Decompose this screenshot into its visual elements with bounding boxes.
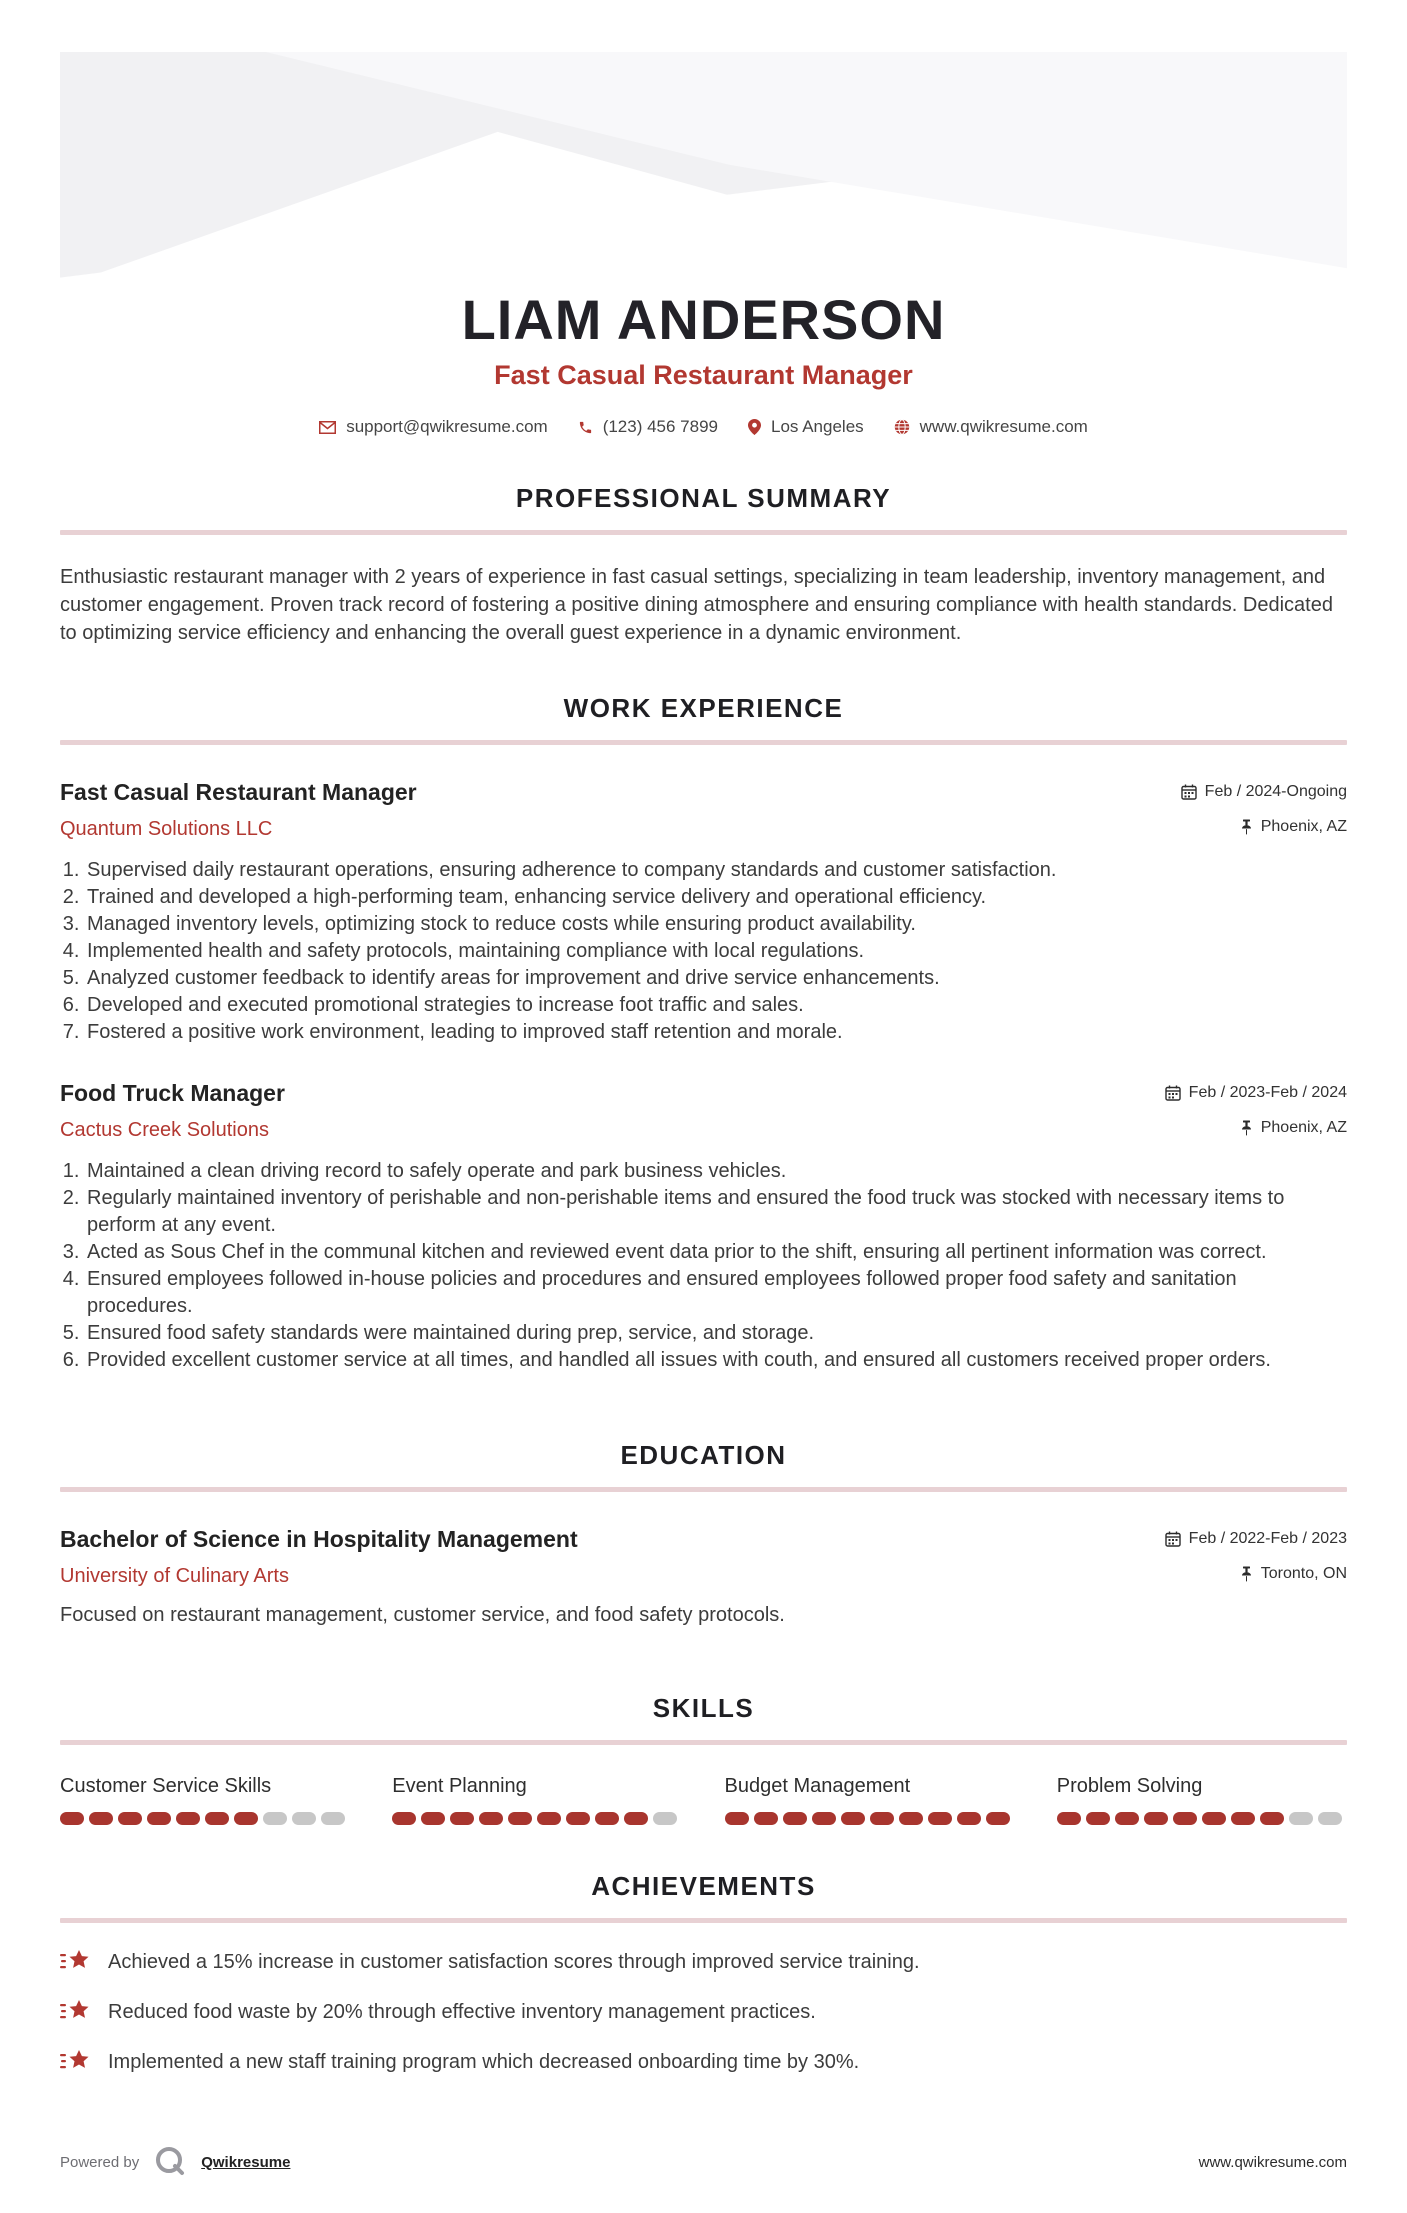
contact-email-text: support@qwikresume.com [346,417,548,436]
skill-bar-segment [479,1812,503,1825]
skills-grid [60,1775,1347,1825]
skill-item [60,1775,350,1825]
education-dates-text: Feb / 2022-Feb / 2023 [1188,1530,1347,1547]
job-bullet: 6. Developed and executed promotional strategies to increase foot traffic and sales. [85,992,1347,1019]
education-dates [1165,1530,1347,1548]
job-bullet: 2. Trained and developed a high-performing team, enhancing service delivery and operational efficiency. [85,884,1347,911]
education-location [1240,1565,1347,1583]
skill-bar-segment [1144,1812,1168,1825]
job-bullet: 6. Provided excellent customer service at all times, and handled all issues with couth, and ensured all customers received proper orders. [85,1347,1347,1374]
resume-body [0,473,1407,2075]
achievement-text: Reduced food waste by 20% through effective inventory management practices. [108,2000,816,2023]
education-description: Focused on restaurant management, customer service, and food safety protocols. [60,1604,785,1626]
star-icon [60,1949,90,1975]
skill-bar-segment [812,1812,836,1825]
skill-label: Problem Solving [1056,1775,1203,1797]
section-divider [60,1740,1347,1745]
job-dates [1181,783,1347,801]
job-title: Food Truck Manager [60,1080,285,1106]
experience-section-title: WORK EXPERIENCE [563,693,844,723]
candidate-name: LIAM ANDERSON [461,288,946,351]
skill-bar-segment [321,1812,345,1825]
job-bullet: 4. Implemented health and safety protocols, maintaining compliance with local regulations. [85,938,1347,965]
contact-phone-text: (123) 456 7899 [602,417,719,436]
skill-label: Customer Service Skills [60,1775,272,1797]
summary-text: Enthusiastic restaurant manager with 2 years of experience in fast casual settings, specializing in team leadership, inventory management, and customer engagement. Proven track record of fostering a positive dining atmosphere and ensuring compliance with health standards. Dedicated to optimizing service efficiency and enhancing the overall guest experience in a dynamic environment. [60,566,1333,644]
skill-bar-segment [1115,1812,1139,1825]
skill-bar-segment [292,1812,316,1825]
contact-website-text: www.qwikresume.com [919,417,1088,436]
contact-location-text: Los Angeles [771,417,864,436]
school-name: University of Culinary Arts [60,1565,289,1587]
contact-phone [578,417,718,437]
job-location-text: Phoenix, AZ [1260,818,1347,835]
skill-bar-segment [89,1812,113,1825]
skill-bar-segment [176,1812,200,1825]
section-divider [60,1487,1347,1492]
skill-bar-segment [899,1812,923,1825]
pushpin-icon [1240,819,1253,835]
section-experience [60,693,1347,1374]
skill-bar-segment [263,1812,287,1825]
skill-label: Budget Management [724,1775,911,1797]
qwikresume-q-logo [153,2145,187,2179]
powered-by-label: Powered by [60,2153,140,2171]
job-bullet-list [60,1158,1347,1374]
star-icon [60,1999,90,2025]
skills-section-title: SKILLS [652,1693,755,1723]
star-icon [60,2049,90,2075]
pushpin-icon [1240,1120,1253,1136]
skill-bar-segment [1202,1812,1226,1825]
job-bullet: 1. Maintained a clean driving record to safely operate and park business vehicles. [85,1158,1347,1185]
achievement-text: Implemented a new staff training program which decreased onboarding time by 30%. [108,2050,860,2073]
resume-header [0,0,1407,473]
contact-row [60,417,1347,473]
skill-bar-segment [566,1812,590,1825]
education-entry [60,1526,1347,1627]
skill-bar [392,1812,682,1825]
contact-website[interactable] [894,417,1088,437]
skill-bar-segment [1231,1812,1255,1825]
job-bullet: 4. Ensured employees followed in-house policies and procedures and ensured employees followed proper food safety and sanitation procedures. [85,1266,1347,1320]
skill-bar-segment [624,1812,648,1825]
skill-bar-segment [205,1812,229,1825]
job-bullet: 5. Analyzed customer feedback to identify areas for improvement and drive service enhancements. [85,965,1347,992]
section-divider [60,530,1347,535]
job-bullet: 7. Fostered a positive work environment, leading to improved staff retention and morale. [85,1019,1347,1046]
achievement-item [60,2049,1347,2075]
section-education [60,1440,1347,1627]
skill-bar-segment [1289,1812,1313,1825]
contact-location [748,417,864,437]
skill-bar-segment [392,1812,416,1825]
job-entry [60,779,1347,1046]
skill-bar-segment [1086,1812,1110,1825]
skill-bar [725,1812,1015,1825]
summary-section-title: PROFESSIONAL SUMMARY [515,483,892,513]
section-summary [60,483,1347,647]
skill-bar-segment [595,1812,619,1825]
skill-bar-segment [957,1812,981,1825]
page-footer [0,2115,1407,2213]
job-bullet: 3. Managed inventory levels, optimizing stock to reduce costs while ensuring product availability. [85,911,1347,938]
job-bullet: 2. Regularly maintained inventory of perishable and non-perishable items and ensured the food truck was stocked with necessary items to perform at any event. [85,1185,1347,1239]
education-section-title: EDUCATION [620,1440,787,1470]
skill-bar-segment [725,1812,749,1825]
skill-bar [1057,1812,1347,1825]
qwikresume-link[interactable]: Qwikresume [201,2153,291,2171]
skill-bar-segment [986,1812,1010,1825]
job-location-text: Phoenix, AZ [1260,1119,1347,1136]
achievements-section-title: ACHIEVEMENTS [591,1871,816,1901]
skill-bar [60,1812,350,1825]
skill-bar-segment [1260,1812,1284,1825]
job-dates [1165,1084,1347,1102]
skill-bar-segment [234,1812,258,1825]
skill-bar-segment [870,1812,894,1825]
skill-bar-segment [1057,1812,1081,1825]
achievement-item [60,1949,1347,1975]
job-bullet: 1. Supervised daily restaurant operations, ensuring adherence to company standards and customer satisfaction. [85,857,1347,884]
skill-item [1057,1775,1347,1825]
skill-bar-segment [508,1812,532,1825]
degree-title: Bachelor of Science in Hospitality Management [60,1526,578,1552]
job-dates-text: Feb / 2023-Feb / 2024 [1188,1084,1347,1101]
footer-website[interactable]: www.qwikresume.com [1198,2153,1347,2171]
globe-icon [894,419,910,435]
skill-bar-segment [60,1812,84,1825]
skill-bar-segment [653,1812,677,1825]
skill-item [392,1775,682,1825]
skill-bar-segment [450,1812,474,1825]
job-title: Fast Casual Restaurant Manager [60,779,417,805]
job-bullet-list [60,857,1347,1046]
candidate-job-title: Fast Casual Restaurant Manager [494,360,913,390]
education-location-text: Toronto, ON [1260,1565,1347,1582]
skill-bar-segment [118,1812,142,1825]
section-skills [60,1693,1347,1825]
skill-bar-segment [1318,1812,1342,1825]
skill-bar-segment [841,1812,865,1825]
map-pin-icon [748,419,761,435]
calendar-icon [1181,784,1197,800]
section-divider [60,740,1347,745]
job-company: Cactus Creek Solutions [60,1119,269,1141]
footer-branding [60,2145,290,2179]
skill-bar-segment [928,1812,952,1825]
skill-bar-segment [537,1812,561,1825]
job-location [1240,1119,1347,1137]
skill-bar-segment [783,1812,807,1825]
job-dates-text: Feb / 2024-Ongoing [1204,783,1347,800]
job-entry [60,1080,1347,1374]
achievement-item [60,1999,1347,2025]
skill-item [725,1775,1015,1825]
section-achievements [60,1871,1347,2075]
phone-icon [578,420,593,435]
calendar-icon [1165,1085,1181,1101]
pushpin-icon [1240,1566,1253,1582]
section-divider [60,1918,1347,1923]
skill-bar-segment [1173,1812,1197,1825]
job-location [1240,818,1347,836]
job-bullet: 5. Ensured food safety standards were maintained during prep, service, and storage. [85,1320,1347,1347]
header-background-decoration [60,52,1347,287]
achievement-text: Achieved a 15% increase in customer satisfaction scores through improved service training. [108,1950,920,1973]
skill-bar-segment [147,1812,171,1825]
calendar-icon [1165,1531,1181,1547]
contact-email[interactable] [319,417,548,437]
skill-bar-segment [421,1812,445,1825]
skill-bar-segment [754,1812,778,1825]
achievement-list [60,1949,1347,2075]
job-bullet: 3. Acted as Sous Chef in the communal kitchen and reviewed event data prior to the shift, ensuring all pertinent information was correct. [85,1239,1347,1266]
skill-label: Event Planning [392,1775,527,1797]
job-company: Quantum Solutions LLC [60,818,273,840]
envelope-icon [319,421,336,434]
